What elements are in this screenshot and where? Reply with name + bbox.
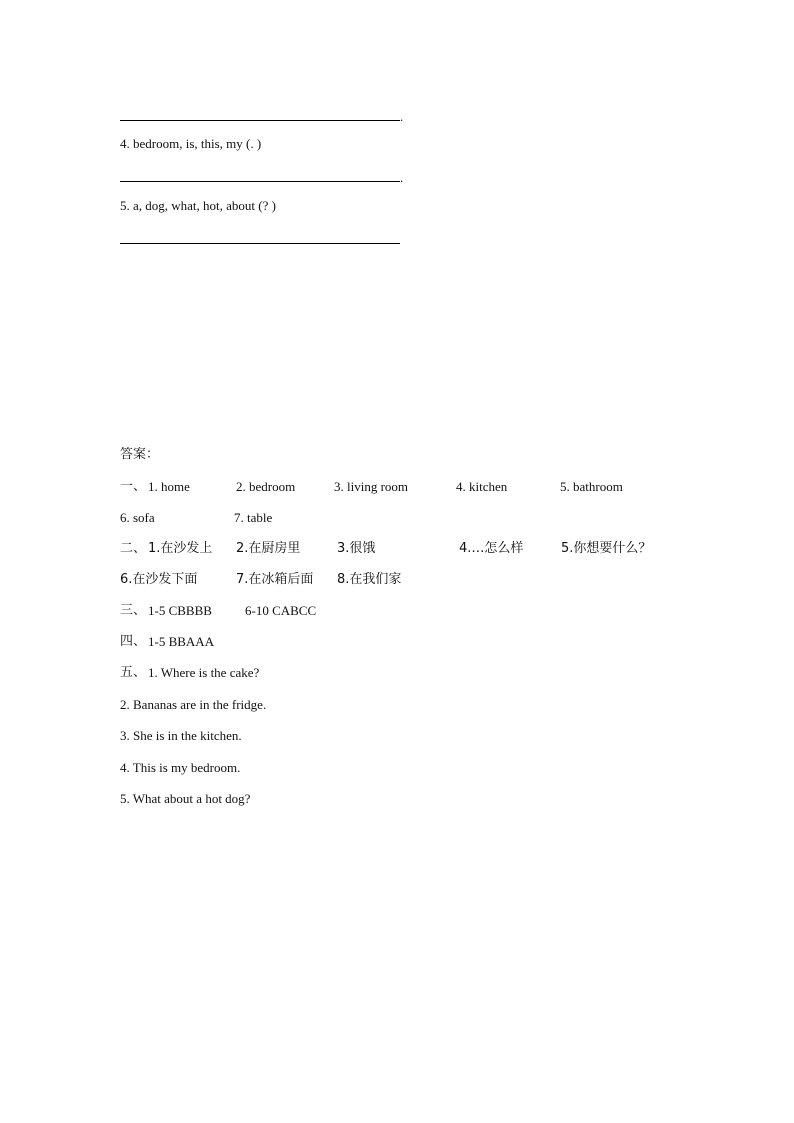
answer-blank-line-4 xyxy=(120,181,400,182)
part2-item: 8.在我们家 xyxy=(337,572,402,587)
part2-item: 6.在沙发下面 xyxy=(120,572,198,587)
answer-blank-line-3 xyxy=(120,120,400,121)
part3-prefix: 三、 xyxy=(120,603,147,618)
answers-heading: 答案： xyxy=(120,447,160,462)
part3-item: 1-5 CBBBB xyxy=(148,603,212,618)
part1-item: 4. kitchen xyxy=(456,479,508,494)
part2-item: 1.在沙发上 xyxy=(148,541,213,556)
part1-item: 1. home xyxy=(148,479,190,494)
part5-item: 4. This is my bedroom. xyxy=(120,760,241,775)
part5-item: 5. What about a hot dog? xyxy=(120,791,251,806)
part5-item: 1. Where is the cake? xyxy=(148,665,260,680)
answer-blank-line-5 xyxy=(120,243,400,244)
line-end-dot: . xyxy=(400,109,404,124)
part5-prefix: 五、 xyxy=(120,665,147,680)
part1-item: 3. living room xyxy=(334,479,409,494)
line-end-dot: . xyxy=(400,170,404,185)
part1-prefix: 一、 xyxy=(120,479,147,494)
part2-item: 3.很饿 xyxy=(337,541,376,556)
part1-item: 6. sofa xyxy=(120,510,155,525)
part5-item: 2. Bananas are in the fridge. xyxy=(120,697,267,712)
part3-item: 6-10 CABCC xyxy=(245,603,317,618)
question-4: 4. bedroom, is, this, my (. ) xyxy=(120,136,262,151)
part2-item: 2.在厨房里 xyxy=(236,541,301,556)
part4-prefix: 四、 xyxy=(120,634,147,649)
part2-prefix: 二、 xyxy=(120,541,147,556)
part4-item: 1-5 BBAAA xyxy=(148,634,215,649)
part2-item: 7.在冰箱后面 xyxy=(236,572,314,587)
part2-item: 4.…怎么样 xyxy=(459,541,524,556)
part1-item: 2. bedroom xyxy=(236,479,296,494)
question-5: 5. a, dog, what, hot, about (? ) xyxy=(120,198,276,213)
part1-item: 7. table xyxy=(234,510,273,525)
part1-item: 5. bathroom xyxy=(560,479,623,494)
part2-item: 5.你想要什么？ xyxy=(561,541,652,556)
part5-item: 3. She is in the kitchen. xyxy=(120,728,242,743)
